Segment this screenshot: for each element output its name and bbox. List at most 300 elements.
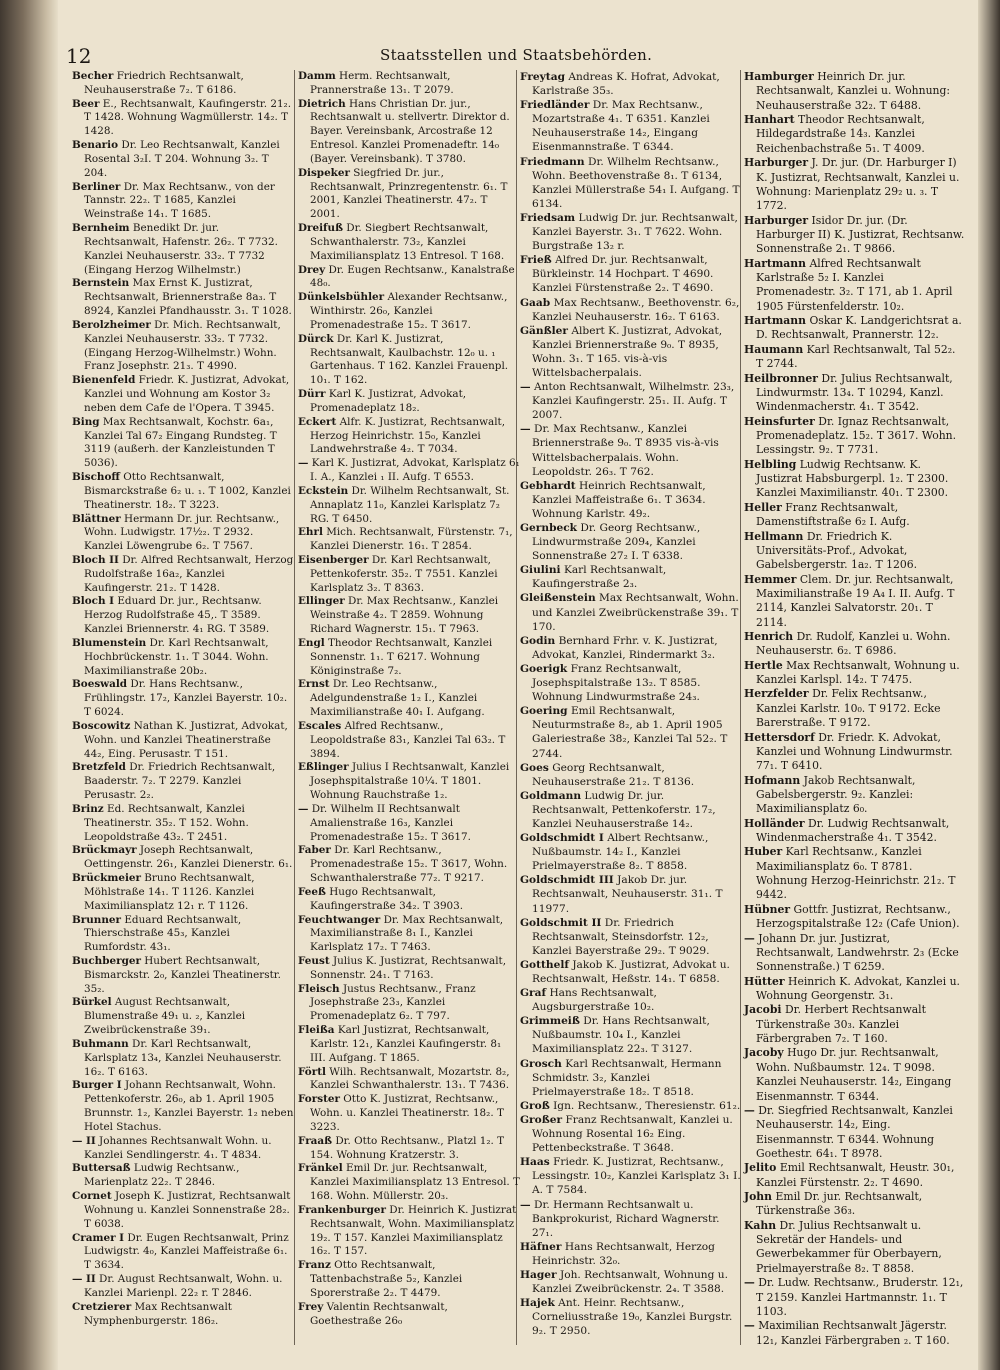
- entry-name: Feust: [298, 955, 330, 967]
- entry-text: Emil Dr. jur. Rechtsanwalt, Kanzlei Maximiliansplatz 13 Entresol. T 168. Wohn. Müllerstr. 20₃.: [310, 1162, 520, 1203]
- entry-name: Friedsam: [520, 211, 576, 224]
- entry-text: Dr. Ignaz Rechtsanwalt, Promenadeplatz. 15₂. T 3617. Wohn. Lessingstr. 9₂. T 7731.: [756, 414, 957, 457]
- entry-name: Häfner: [520, 1240, 562, 1253]
- entry-text: Franz Rechtsanwalt, Damenstiftstraße 6₂ I. Aufg.: [756, 500, 910, 529]
- directory-entry: [298, 70, 520, 98]
- entry-text: Dr. Karl Rechtsanwalt, Karlsplatz 13₄, Kanzlei Neuhauserstr. 16₂. T 6163.: [84, 1037, 282, 1078]
- entry-text: Alfr. K. Justizrat, Rechtsanwalt, Herzog Heinrichstr. 15₀, Kanzlei Landwehrstraße 4₂. T 7034.: [310, 415, 506, 456]
- entry-text: E., Rechtsanwalt, Kaufingerstr. 21₂. T 1428. Wohnung Wagmüllerstr. 14₂. T 1428.: [84, 97, 292, 138]
- entry-name: Gaab: [520, 296, 551, 309]
- directory-entry: [72, 1273, 294, 1301]
- entry-text: Karl Rechtsanw., Kanzlei Maximiliansplatz 6₀. T 8781. Wohnung Herzog-Heinrichstr. 21₂. T 9442.: [756, 845, 956, 902]
- directory-entry: [298, 167, 520, 222]
- entry-name: Graf: [520, 987, 547, 1000]
- directory-entry: [72, 471, 294, 512]
- directory-entry: [520, 634, 742, 662]
- entry-name: Bretzfeld: [72, 761, 126, 774]
- entry-text: Max Rechtsanwalt, Wohn. und Kanzlei Zweibrückenstraße 39₁. T 170.: [532, 592, 739, 633]
- directory-entry: [520, 591, 742, 633]
- entry-text: Dr. Julius Rechtsanwalt, Lindwurmstr. 13₄. T 10294, Kanzl. Windenmacherstr. 4₁. T 3542.: [756, 371, 953, 414]
- directory-entry: [72, 637, 294, 678]
- entry-text: Wilh. Rechtsanwalt, Mozartstr. 8₂, Kanzlei Schwanthalerstr. 13₁. T 7436.: [310, 1065, 510, 1092]
- entry-name: Becher: [72, 70, 114, 82]
- directory-entry: [72, 761, 294, 802]
- directory-entry: [744, 659, 966, 688]
- directory-entry: [744, 458, 966, 501]
- entry-text: Hans Christian Dr. jur., Rechtsanwalt u. stellvertr. Direktor d. Bayer. Vereinsbank, Arcostraße 12 Entresol. Kanzlei Promenadeftr. 14₀ (Bayer. Vereinsbank). T 3780.: [310, 97, 510, 165]
- entry-name: Haas: [520, 1156, 550, 1169]
- entry-name: Frey: [298, 1300, 324, 1313]
- entry-text: Max Ernst K. Justizrat, Rechtsanwalt, Briennerstraße 8a₃. T 8924, Kanzlei Pfandhausstr. 3₁. T 1028.: [84, 277, 292, 318]
- entry-name: Buttersaß: [72, 1162, 131, 1175]
- entry-text: Dr. Hans Rechtsanw., Frühlingstr. 17₂, Kanzlei Bayerstr. 10₂. T 6024.: [84, 678, 288, 719]
- entry-name: Boscowitz: [72, 719, 131, 732]
- entry-name: Hofmann: [744, 773, 801, 787]
- directory-entry: [520, 98, 742, 154]
- entry-text: Clem. Dr. jur. Rechtsanwalt, Maximilianstraße 19 A₄ I. II. Aufg. T 2114, Kanzlei Salvatorstr. 20₁. T 2114.: [756, 572, 955, 629]
- entry-text: Anton Rechtsanwalt, Wilhelmstr. 23₃, Kanzlei Kaufingerstr. 25₁. II. Aufg. T 2007.: [532, 381, 735, 422]
- column-rule: [294, 70, 295, 1345]
- directory-entry: [72, 181, 294, 222]
- directory-entry: [298, 1162, 520, 1203]
- entry-text: Joseph Rechtsanwalt, Oettingenstr. 26₁, Kanzlei Dienerstr. 6₁.: [84, 844, 293, 871]
- directory-entry: [72, 914, 294, 955]
- entry-name: Grimmeiß: [520, 1015, 580, 1028]
- entry-name: Brinz: [72, 802, 104, 815]
- directory-entry: [520, 1155, 742, 1197]
- directory-entry: [298, 761, 520, 802]
- entry-name: Dürr: [298, 388, 326, 401]
- page-number: 12: [66, 44, 92, 68]
- entry-name: Fleißa: [298, 1024, 335, 1037]
- entry-text: Julius K. Justizrat, Rechtsanwalt, Sonnenstr. 24₁. T 7163.: [310, 955, 507, 981]
- entry-name: —: [298, 802, 309, 815]
- entry-text: Karl K. Justizrat, Advokat, Karlsplatz 6₁ I. A., Kanzlei ₁ II. Aufg. T 6553.: [310, 457, 520, 484]
- entry-name: Grosch: [520, 1057, 562, 1070]
- entry-name: Bloch II: [72, 553, 119, 566]
- directory-entry: [744, 70, 966, 113]
- directory-entry: [72, 98, 294, 139]
- directory-entry: [298, 416, 520, 457]
- directory-entry: [72, 222, 294, 277]
- entry-text: Dr. Otto Rechtsanw., Platzl 1₂. T 154. Wohnung Kratzerstr. 3.: [310, 1134, 505, 1161]
- directory-entry: [72, 996, 294, 1037]
- entry-name: Cramer I: [72, 1231, 125, 1244]
- entry-name: Dispeker: [298, 166, 350, 179]
- directory-entry: [520, 253, 742, 295]
- entry-text: Mich. Rechtsanwalt, Fürstenstr. 7₁, Kanzlei Dienerstr. 16₁. T 2854.: [310, 526, 513, 553]
- directory-entry: [72, 1038, 294, 1079]
- directory-entry: [72, 1162, 294, 1190]
- directory-entry: [72, 319, 294, 374]
- entry-name: Feuchtwanger: [298, 913, 381, 926]
- directory-entry: [520, 563, 742, 591]
- directory-entry: [72, 1301, 294, 1329]
- directory-entry: [72, 554, 294, 595]
- entry-text: Dr. Karl Rechtsanwalt, Hochbrückenstr. 1₁. T 3044. Wohn. Maximilianstraße 20b₂.: [84, 636, 269, 677]
- directory-entry: [520, 211, 742, 253]
- entry-name: Hütter: [744, 974, 785, 988]
- entry-name: Berolzheimer: [72, 318, 151, 331]
- directory-entry: [520, 479, 742, 521]
- entry-name: Hamburger: [744, 70, 814, 83]
- entry-text: Hugo Dr. jur. Rechtsanwalt, Wohn. Nußbaumstr. 12₄. T 9098. Kanzlei Neuhauserstr. 14₂, Eingang Eisenmannstr. T 6344.: [756, 1046, 952, 1103]
- entry-name: Bernstein: [72, 277, 130, 290]
- entry-text: Karl Rechtsanwalt, Tal 52₂. T 2744.: [756, 342, 956, 371]
- directory-entry: [72, 374, 294, 415]
- entry-name: Brunner: [72, 913, 122, 926]
- entry-name: Dietrich: [298, 97, 346, 110]
- directory-entry: [298, 291, 520, 332]
- directory-entry: [744, 1161, 966, 1190]
- entry-name: Hübner: [744, 902, 791, 916]
- entry-text: Dr. Heinrich K. Justizrat Rechtsanwalt, Wohn. Maximiliansplatz 19₂. T 157. Kanzlei Maximiliansplatz 16₂. T 157.: [310, 1203, 517, 1258]
- entry-text: Gottfr. Justizrat, Rechtsanw., Herzogspitalstraße 12₂ (Cafe Union).: [756, 902, 960, 931]
- entry-name: Förtl: [298, 1065, 326, 1078]
- entry-text: Dr. Felix Rechtsanw., Kanzlei Karlstr. 10₀. T 9172. Ecke Barerstraße. T 9172.: [756, 687, 941, 730]
- directory-entry: [298, 914, 520, 955]
- entry-name: Hajek: [520, 1297, 555, 1310]
- directory-entry: [298, 844, 520, 885]
- directory-entry: [744, 501, 966, 530]
- directory-entry: [298, 554, 520, 595]
- directory-entry: [520, 873, 742, 915]
- directory-entry: [520, 1296, 742, 1338]
- entry-text: Andreas K. Hofrat, Advokat, Karlstraße 35₃.: [532, 71, 720, 98]
- entry-text: Dr. Max Rechtsanw., Mozartstraße 4₁. T 6351. Kanzlei Neuhauserstraße 14₂, Eingang Eisenmannstraße. T 6344.: [532, 99, 710, 154]
- entry-name: —: [298, 457, 309, 470]
- directory-entry: [520, 986, 742, 1014]
- entry-name: Bischoff: [72, 471, 120, 484]
- directory-entry: [298, 955, 520, 983]
- entry-text: Heinrich Rechtsanwalt, Kanzlei Maffeistraße 6₁. T 3634. Wohnung Karlstr. 49₂.: [532, 479, 706, 520]
- entry-text: Dr. Friedr. K. Advokat, Kanzlei und Wohnung Lindwurmstr. 77₁. T 6410.: [756, 730, 953, 773]
- entry-name: Bloch I: [72, 595, 115, 608]
- entry-name: Friedländer: [520, 99, 590, 112]
- entry-text: Dr. Eugen Rechtsanwalt, Prinz Ludwigstr. 4₀, Kanzlei Maffeistraße 6₁. T 3634.: [84, 1231, 289, 1272]
- entry-text: August Rechtsanwalt, Blumenstraße 49₁ u. ₂, Kanzlei Zweibrückenstraße 39₁.: [84, 996, 246, 1037]
- entry-name: Haumann: [744, 342, 804, 356]
- entry-name: Engl: [298, 636, 325, 649]
- entry-text: Dr. Friedrich Rechtsanwalt, Baaderstr. 7₂. T 2279. Kanzlei Perusastr. 2₂.: [84, 761, 276, 802]
- entry-text: Dr. August Rechtsanwalt, Wohn. u. Kanzlei Marienpl. 22₂ r. T 2846.: [84, 1273, 283, 1299]
- directory-entry: [298, 264, 520, 292]
- directory-entry: [744, 687, 966, 730]
- directory-entry: [520, 380, 742, 422]
- entry-text: Friedr. K. Justizrat, Advokat, Kanzlei und Wohnung am Kostor 3₂ neben dem Cafe de l'Opera. T 3945.: [84, 374, 290, 414]
- directory-entry: [298, 595, 520, 636]
- directory-entry: [72, 139, 294, 180]
- entry-text: Heinrich Dr. jur. Rechtsanwalt, Kanzlei u. Wohnung: Neuhauserstraße 32₂. T 6488.: [756, 70, 951, 112]
- entry-name: Helbling: [744, 457, 797, 471]
- directory-entry: [744, 1190, 966, 1219]
- entry-text: Karl Justizrat, Rechtsanwalt, Karlstr. 12₁, Kanzlei Kaufingerstr. 8₁ III. Aufgang. T 1865.: [310, 1024, 502, 1064]
- entry-name: Hartmann: [744, 314, 806, 328]
- entry-name: Eckert: [298, 415, 337, 428]
- directory-entry: [298, 1066, 520, 1094]
- entry-text: Emil Rechtsanwalt, Heustr. 30₁, Kanzlei Fürstenstr. 2₂. T 4690.: [756, 1161, 955, 1189]
- entry-text: Jakob K. Justizrat, Advokat u. Rechtsanwalt, Heßstr. 14₁. T 6858.: [532, 958, 730, 985]
- directory-entry: [298, 1093, 520, 1134]
- entry-name: Harburger: [744, 156, 809, 170]
- entry-name: Eisenberger: [298, 553, 369, 566]
- entry-text: Friedr. K. Justizrat, Rechtsanw., Lessingstr. 10₂, Kanzlei Karlsplatz 3₁ I. A. T 7584.: [532, 1156, 741, 1197]
- entry-name: Hanhart: [744, 113, 795, 127]
- entry-text: Dr. Max Rechtsanw., von der Tannstr. 22₂. T 1685, Kanzlei Weinstraße 14₁. T 1685.: [84, 180, 275, 221]
- entry-name: Fleisch: [298, 982, 340, 995]
- directory-entry: [744, 415, 966, 458]
- directory-entry: [520, 70, 742, 98]
- entry-name: Damm: [298, 70, 336, 82]
- directory-entry: [744, 573, 966, 630]
- entry-text: Dr. Karl Rechtsanwalt, Pettenkoferstr. 35₂. T 7551. Kanzlei Karlsplatz 3₂. T 8363.: [310, 553, 498, 594]
- directory-entry: [298, 678, 520, 719]
- entry-name: Faber: [298, 844, 331, 857]
- entry-text: Friedrich Rechtsanwalt, Neuhauserstraße 7₂. T 6186.: [84, 70, 244, 96]
- directory-entry: [72, 1232, 294, 1273]
- directory-entry: [72, 513, 294, 554]
- entry-name: Gleißenstein: [520, 592, 596, 605]
- directory-entry: [744, 774, 966, 817]
- entry-text: Eduard Dr. jur., Rechtsanw. Herzog Rudolfstraße 45,. T 3589. Kanzlei Briennerstr. 4₁ RG. T 3589.: [84, 595, 270, 636]
- entry-text: Ludwig Rechtsanw. K. Justizrat Habsburgerpl. 1₂. T 2300. Kanzlei Maximilianstr. 40₁. T 2300.: [756, 457, 949, 500]
- entry-text: Dr. Ludwig Rechtsanwalt, Windenmacherstraße 4₁. T 3542.: [756, 816, 950, 845]
- entry-name: Benario: [72, 139, 119, 152]
- entry-text: Dr. Rudolf, Kanzlei u. Wohn. Neuhauserstr. 6₂. T 6986.: [756, 630, 951, 658]
- entry-text: Ludwig Dr. jur. Rechtsanwalt, Pettenkoferstr. 17₂, Kanzlei Neuhauserstraße 14₂.: [532, 789, 716, 830]
- directory-entry: [744, 530, 966, 573]
- entry-name: Buchberger: [72, 955, 141, 967]
- entry-text: Dr. Wilhelm II Rechtsanwalt Amalienstraße 16₃, Kanzlei Promenadestraße 15₂. T 3617.: [310, 802, 471, 843]
- entry-name: Beer: [72, 97, 100, 110]
- entry-name: Freytag: [520, 71, 565, 83]
- directory-entry: [744, 932, 966, 975]
- entry-name: Dreifuß: [298, 222, 343, 235]
- entry-text: J. Dr. jur. (Dr. Harburger I) K. Justizrat, Rechtsanwalt, Kanzlei u. Wohnung: Marienplatz 29₂ u. ₃. T 1772.: [756, 156, 960, 213]
- directory-entry: [298, 388, 520, 416]
- entry-name: Drey: [298, 263, 326, 276]
- directory-entry: [520, 916, 742, 958]
- directory-entry: [298, 457, 520, 485]
- entry-name: Blättner: [72, 512, 121, 525]
- entry-name: Blumenstein: [72, 636, 147, 649]
- directory-entry: [72, 678, 294, 719]
- entry-text: Karl Rechtsanwalt, Hermann Schmidstr. 3₂, Kanzlei Prielmayerstraße 18₂. T 8518.: [532, 1057, 722, 1098]
- directory-entry: [520, 155, 742, 211]
- entry-text: Otto K. Justizrat, Rechtsanw., Wohn. u. Kanzlei Theatinerstr. 18₂. T 3223.: [310, 1093, 504, 1133]
- entry-name: Cretzierer: [72, 1300, 132, 1313]
- entry-text: Johann Dr. jur. Justizrat, Rechtsanwalt, Landwehrstr. 2₃ (Ecke Sonnenstraße.) T 6259.: [756, 931, 959, 974]
- directory-entry: [298, 803, 520, 844]
- directory-entry: [744, 1104, 966, 1161]
- entry-text: Alfred Rechtsanwalt Karlstraße 5₂ I. Kanzlei Promenadestr. 3₂. T 171, ab 1. April 1905 Fürstenfelderstr. 10₂.: [756, 256, 953, 313]
- directory-entry: [298, 98, 520, 167]
- entry-name: Goes: [520, 761, 549, 774]
- entry-text: Bernhard Frhr. v. K. Justizrat, Advokat, Kanzlei, Rindermarkt 3₂.: [532, 634, 718, 661]
- directory-entry: [520, 1113, 742, 1155]
- directory-entry: [298, 333, 520, 388]
- directory-entry: [298, 886, 520, 914]
- entry-text: Valentin Rechtsanwalt, Goethestraße 26₀: [310, 1300, 448, 1327]
- entry-text: Franz Rechtsanwalt, Josephspitalstraße 13₂. T 8585. Wohnung Lindwurmstraße 24₃.: [532, 662, 701, 704]
- entry-text: Hans Rechtsanwalt, Herzog Heinrichstr. 32₀.: [532, 1240, 715, 1267]
- entry-name: Feeß: [298, 885, 326, 898]
- entry-text: Oskar K. Landgerichtsrat a. D. Rechtsanwalt, Prannerstr. 12₂.: [756, 314, 962, 342]
- directory-entry: [520, 704, 742, 760]
- directory-entry: [72, 595, 294, 636]
- entry-name: Dünkelsbühler: [298, 291, 385, 304]
- entry-text: Dr. Leo Rechtsanw., Adelgundenstraße 1₂ I., Kanzlei Maximilianstraße 40₁ I. Aufgang.: [310, 678, 485, 719]
- directory-entry: [72, 277, 294, 318]
- entry-name: —: [744, 1103, 755, 1117]
- directory-entry: [298, 526, 520, 554]
- entry-name: Ehrl: [298, 526, 323, 539]
- entry-text: Dr. Wilhelm Rechtsanw., Wohn. Beethovenstraße 8₁. T 6134, Kanzlei Müllerstraße 54₁ I. Aufgang. T 6134.: [532, 155, 740, 210]
- entry-name: —: [520, 1198, 531, 1211]
- directory-entry: [520, 1268, 742, 1296]
- directory-entry: [520, 1057, 742, 1099]
- entry-name: Jelito: [744, 1161, 777, 1175]
- directory-entry: [298, 983, 520, 1024]
- entry-text: Hermann Dr. jur. Rechtsanw., Wohn. Ludwigstr. 17½₂. T 2932. Kanzlei Löwengrube 6₂. T 7567.: [84, 512, 280, 553]
- entry-name: Huber: [744, 845, 783, 859]
- directory-entry: [744, 113, 966, 156]
- entry-name: —: [744, 1276, 755, 1290]
- entry-text: Bruno Rechtsanwalt, Möhlstraße 14₁. T 1126. Kanzlei Maximiliansplatz 12₁ r. T 1126.: [84, 872, 255, 912]
- entry-text: Alexander Rechtsanw., Winthirstr. 26₀, Kanzlei Promenadestraße 15₂. T 3617.: [310, 291, 508, 331]
- directory-entry: [72, 803, 294, 844]
- directory-entry: [520, 761, 742, 789]
- entry-text: Ludwig Rechtsanw., Marienplatz 22₂. T 2846.: [84, 1162, 240, 1189]
- directory-entry: [744, 1046, 966, 1103]
- entry-text: Dr. Karl Rechtsanw., Promenadestraße 15₂. T 3617, Wohn. Schwanthalerstraße 77₂. T 9217.: [310, 844, 508, 885]
- entry-name: Jacobi: [744, 1003, 782, 1017]
- entry-text: Dr. Eugen Rechtsanw., Kanalstraße 48₀.: [310, 263, 515, 290]
- directory-entry: [744, 314, 966, 343]
- entry-name: Henrich: [744, 630, 794, 644]
- entry-text: Max Rechtsanwalt, Wohnung u. Kanzlei Karlspl. 14₂. T 7475.: [756, 658, 960, 687]
- directory-entry: [520, 296, 742, 324]
- entry-name: Cornet: [72, 1190, 112, 1203]
- directory-entry: [72, 720, 294, 761]
- entry-name: Hager: [520, 1268, 557, 1281]
- entry-text: Theodor Rechtsanwalt, Hildegardstraße 14₃. Kanzlei Reichenbachstraße 5₁. T 4009.: [756, 113, 925, 155]
- directory-entry: [520, 789, 742, 831]
- entry-name: Franz: [298, 1259, 331, 1272]
- entry-name: Fraaß: [298, 1134, 333, 1147]
- directory-entry: [744, 975, 966, 1004]
- entry-name: Bürkel: [72, 996, 112, 1009]
- entry-text: Hubert Rechtsanwalt, Bismarckstr. 2₀, Kanzlei Theatinerstr. 35₂.: [84, 955, 281, 995]
- entry-name: — II: [72, 1273, 96, 1286]
- directory-entry: [72, 70, 294, 98]
- directory-entry: [520, 1014, 742, 1056]
- directory-entry: [72, 1190, 294, 1231]
- entry-text: Herm. Rechtsanwalt, Prannerstraße 13₁. T 2079.: [310, 70, 454, 96]
- entry-name: Goldschmidt III: [520, 874, 614, 887]
- entry-name: Groß: [520, 1099, 550, 1112]
- directory-entry: [298, 1204, 520, 1259]
- entry-text: Albert Rechtsanw., Nußbaumstr. 14₂ I., Kanzlei Prielmayerstraße 8₂. T 8858.: [532, 832, 709, 873]
- entry-name: Goldschmit II: [520, 916, 602, 929]
- entry-text: Isidor Dr. jur. (Dr. Harburger II) K. Justizrat, Rechtsanw. Sonnenstraße 2₁. T 9866.: [756, 213, 965, 256]
- entry-text: Jakob Dr. jur. Rechtsanwalt, Neuhauserstr. 31₁. T 11977.: [532, 874, 723, 915]
- entry-name: John: [744, 1190, 773, 1204]
- entry-name: Großer: [520, 1113, 563, 1126]
- entry-name: Gotthelf: [520, 958, 569, 971]
- entry-name: Berliner: [72, 180, 121, 193]
- entry-name: Brückmayr: [72, 844, 137, 857]
- entry-name: Hartmann: [744, 256, 806, 270]
- directory-entry: [744, 845, 966, 902]
- entry-text: Georg Rechtsanwalt, Neuhauserstraße 21₂. T 8136.: [532, 761, 695, 788]
- entry-name: Godin: [520, 634, 556, 647]
- entry-text: Emil Dr. jur. Rechtsanwalt, Türkenstraße 36₃.: [756, 1190, 923, 1218]
- directory-entry: [744, 630, 966, 659]
- entry-name: Frieß: [520, 254, 552, 267]
- directory-entry: [298, 637, 520, 678]
- entry-name: Hellmann: [744, 529, 804, 543]
- directory-entry: [744, 731, 966, 774]
- entry-text: Alfred Rechtsanw., Leopoldstraße 83₁, Kanzlei Tal 63₂. T 3894.: [310, 719, 506, 760]
- directory-entry: [298, 1259, 520, 1300]
- entry-name: Burger I: [72, 1079, 122, 1092]
- entry-name: Goldschmidt I: [520, 832, 604, 845]
- entry-name: — II: [72, 1134, 96, 1147]
- directory-entry: [72, 955, 294, 996]
- entry-name: Fränkel: [298, 1162, 343, 1175]
- entry-name: Bing: [72, 415, 100, 428]
- entry-text: Otto Rechtsanwalt, Tattenbachstraße 5₂, Kanzlei Sporerstraße 2₂. T 4479.: [310, 1259, 463, 1299]
- book-gutter: [0, 0, 58, 1370]
- entry-text: Dr. Friedrich Rechtsanwalt, Steinsdorfstr. 12₂, Kanzlei Bayerstraße 29₂. T 9029.: [532, 916, 710, 957]
- entry-name: —: [744, 931, 755, 945]
- directory-entry: [520, 958, 742, 986]
- column-3: [520, 70, 742, 1338]
- entry-name: —: [744, 1319, 755, 1333]
- entry-name: Hettersdorf: [744, 730, 815, 744]
- entry-name: Giulini: [520, 564, 561, 577]
- entry-text: Max Rechtsanwalt, Kochstr. 6a₁, Kanzlei Tal 67₂ Eingang Rundsteg. T 3119 (außerh. der Kanzleistunden T 5036).: [84, 415, 277, 470]
- directory-entry: [72, 416, 294, 471]
- entry-name: Herzfelder: [744, 687, 809, 701]
- entry-text: Dr. Herbert Rechtsanwalt Türkenstraße 30₃. Kanzlei Färbergraben 7₂. T 160.: [756, 1003, 926, 1046]
- directory-entry: [744, 156, 966, 213]
- entry-name: Kahn: [744, 1218, 777, 1232]
- directory-entry: [520, 662, 742, 704]
- entry-name: Heller: [744, 500, 782, 514]
- entry-name: Brückmeier: [72, 872, 141, 885]
- entry-text: Ign. Rechtsanw., Theresienstr. 61₂.: [553, 1099, 741, 1112]
- entry-name: Hertle: [744, 658, 783, 672]
- entry-name: Friedmann: [520, 155, 585, 168]
- directory-entry: [298, 1135, 520, 1163]
- directory-entry: [744, 1319, 966, 1348]
- directory-entry: [72, 1079, 294, 1134]
- directory-entry: [744, 903, 966, 932]
- entry-name: Escales: [298, 719, 342, 732]
- entry-text: Heinrich K. Advokat, Kanzlei u. Wohnung Georgenstr. 3₁.: [756, 974, 960, 1002]
- entry-text: Ed. Rechtsanwalt, Kanzlei Theatinerstr. 35₂. T 152. Wohn. Leopoldstraße 43₂. T 2451.: [84, 802, 249, 843]
- entry-text: Dr. Karl K. Justizrat, Rechtsanwalt, Kaulbachstr. 12₀ u. ₁ Gartenhaus. T 162. Kanzlei Frauenpl. 10₁. T 162.: [310, 332, 509, 387]
- entry-text: Hugo Rechtsanwalt, Kaufingerstraße 34₂. T 3903.: [310, 885, 464, 912]
- entry-text: Alfred Dr. jur. Rechtsanwalt, Bürkleinstr. 14 Hochpart. T 4690. Kanzlei Fürstenstraße 2₂. T 4690.: [532, 254, 714, 295]
- entry-name: Dürck: [298, 332, 334, 345]
- entry-name: Goering: [520, 705, 568, 718]
- directory-entry: [744, 343, 966, 372]
- column-2: [298, 70, 520, 1328]
- directory-entry: [72, 844, 294, 872]
